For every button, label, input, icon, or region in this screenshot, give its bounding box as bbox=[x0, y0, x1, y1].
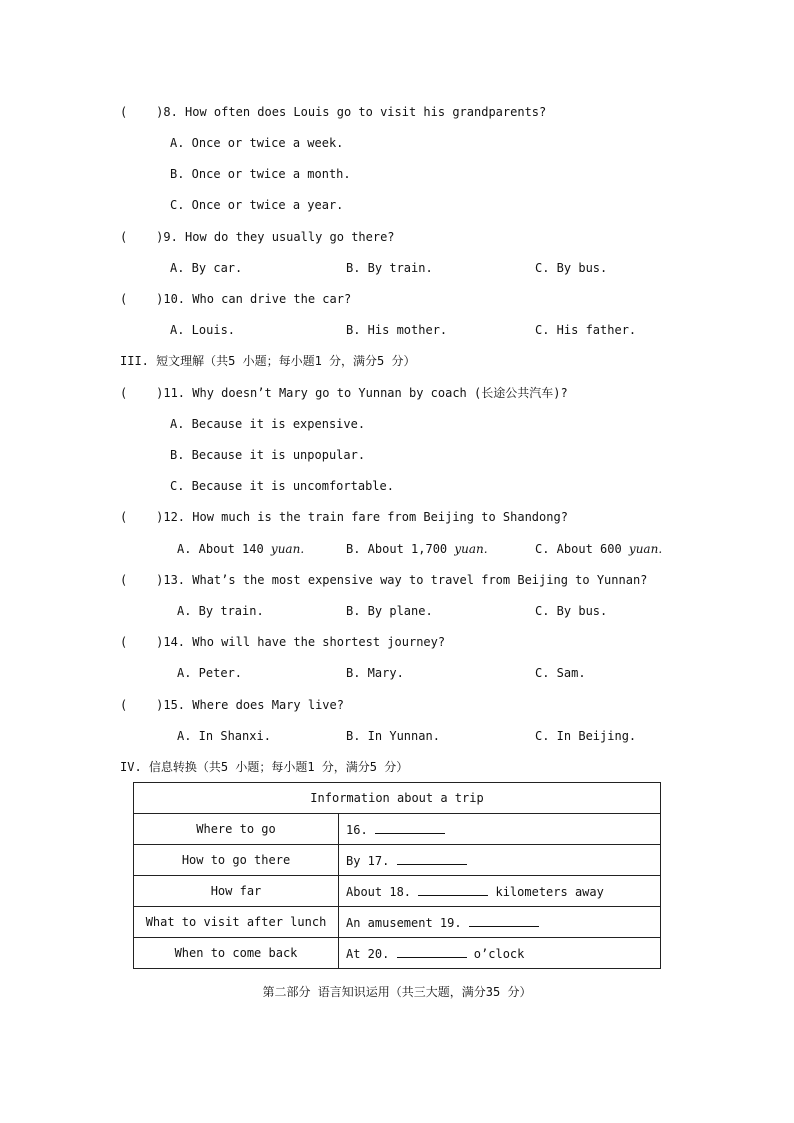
answer-blank[interactable] bbox=[418, 884, 488, 896]
table-title: Information about a trip bbox=[134, 783, 661, 814]
question-13-option-a: A. By train. bbox=[177, 604, 264, 618]
table-row bbox=[134, 814, 661, 845]
question-15-option-a: A. In Shanxi. bbox=[177, 729, 271, 743]
question-12-option-b: B. About 1,700 yuan. bbox=[346, 542, 488, 556]
question-14-option-b: B. Mary. bbox=[346, 666, 404, 680]
question-13-stem: ( )13. What’s the most expensive way to travel from Beijing to Yunnan? bbox=[120, 573, 648, 587]
answer-blank[interactable] bbox=[469, 915, 539, 927]
question-11-option-a: A. Because it is expensive. bbox=[170, 417, 366, 431]
question-8-option-c: C. Once or twice a year. bbox=[170, 198, 344, 212]
row-answer: At 20. o’clock bbox=[339, 938, 661, 969]
question-15-option-c: C. In Beijing. bbox=[535, 729, 637, 743]
question-11-stem: ( )11. Why doesn’t Mary go to Yunnan by coach (长途公共汽车)? bbox=[120, 386, 568, 400]
question-15-option-b: B. In Yunnan. bbox=[346, 729, 440, 743]
question-11-option-b: B. Because it is unpopular. bbox=[170, 448, 366, 462]
yuan-unit: yuan. bbox=[454, 542, 488, 556]
question-14-stem: ( )14. Who will have the shortest journey? bbox=[120, 635, 446, 649]
question-9-option-c: C. By bus. bbox=[535, 261, 608, 275]
question-9-option-b: B. By train. bbox=[346, 261, 433, 275]
answer-blank[interactable] bbox=[375, 822, 445, 834]
question-8-option-a: A. Once or twice a week. bbox=[170, 136, 344, 150]
table-row bbox=[134, 845, 661, 876]
question-9-option-a: A. By car. bbox=[170, 261, 243, 275]
question-9-stem: ( )9. How do they usually go there? bbox=[120, 230, 395, 244]
row-label: Where to go bbox=[134, 814, 339, 845]
question-8-option-b: B. Once or twice a month. bbox=[170, 167, 351, 181]
answer-blank[interactable] bbox=[397, 946, 467, 958]
yuan-unit: yuan. bbox=[270, 542, 305, 556]
part-2-heading: 第二部分 语言知识运用（共三大题，满分35 分） bbox=[262, 985, 532, 999]
table-row bbox=[134, 876, 661, 907]
question-13-option-c: C. By bus. bbox=[535, 604, 608, 618]
yuan-unit: yuan. bbox=[628, 542, 663, 556]
question-12-option-a: A. About 140 yuan. bbox=[177, 542, 305, 556]
question-15-stem: ( )15. Where does Mary live? bbox=[120, 698, 344, 712]
row-label: How to go there bbox=[134, 845, 339, 876]
question-10-stem: ( )10. Who can drive the car? bbox=[120, 292, 352, 306]
answer-blank[interactable] bbox=[397, 853, 467, 865]
question-14-option-c: C. Sam. bbox=[535, 666, 586, 680]
question-12-stem: ( )12. How much is the train fare from Beijing to Shandong? bbox=[120, 510, 568, 524]
section-4-heading: IV. 信息转换（共5 小题；每小题1 分，满分5 分） bbox=[120, 760, 409, 774]
question-13-option-b: B. By plane. bbox=[346, 604, 433, 618]
row-label: What to visit after lunch bbox=[134, 907, 339, 938]
question-10-option-b: B. His mother. bbox=[346, 323, 448, 337]
row-answer: About 18. kilometers away bbox=[339, 876, 661, 907]
row-answer: An amusement 19. bbox=[339, 907, 661, 938]
question-11-option-c: C. Because it is uncomfortable. bbox=[170, 479, 394, 493]
row-label: How far bbox=[134, 876, 339, 907]
question-10-option-a: A. Louis. bbox=[170, 323, 236, 337]
table-row bbox=[134, 907, 661, 938]
question-14-option-a: A. Peter. bbox=[177, 666, 243, 680]
row-answer: By 17. bbox=[339, 845, 661, 876]
trip-info-table bbox=[133, 782, 661, 969]
table-row bbox=[134, 938, 661, 969]
question-8-stem: ( )8. How often does Louis go to visit his grandparents? bbox=[120, 105, 547, 119]
section-3-heading: III. 短文理解（共5 小题；每小题1 分，满分5 分） bbox=[120, 354, 416, 368]
question-12-option-c: C. About 600 yuan. bbox=[535, 542, 663, 556]
row-label: When to come back bbox=[134, 938, 339, 969]
question-10-option-c: C. His father. bbox=[535, 323, 637, 337]
row-answer: 16. bbox=[339, 814, 661, 845]
